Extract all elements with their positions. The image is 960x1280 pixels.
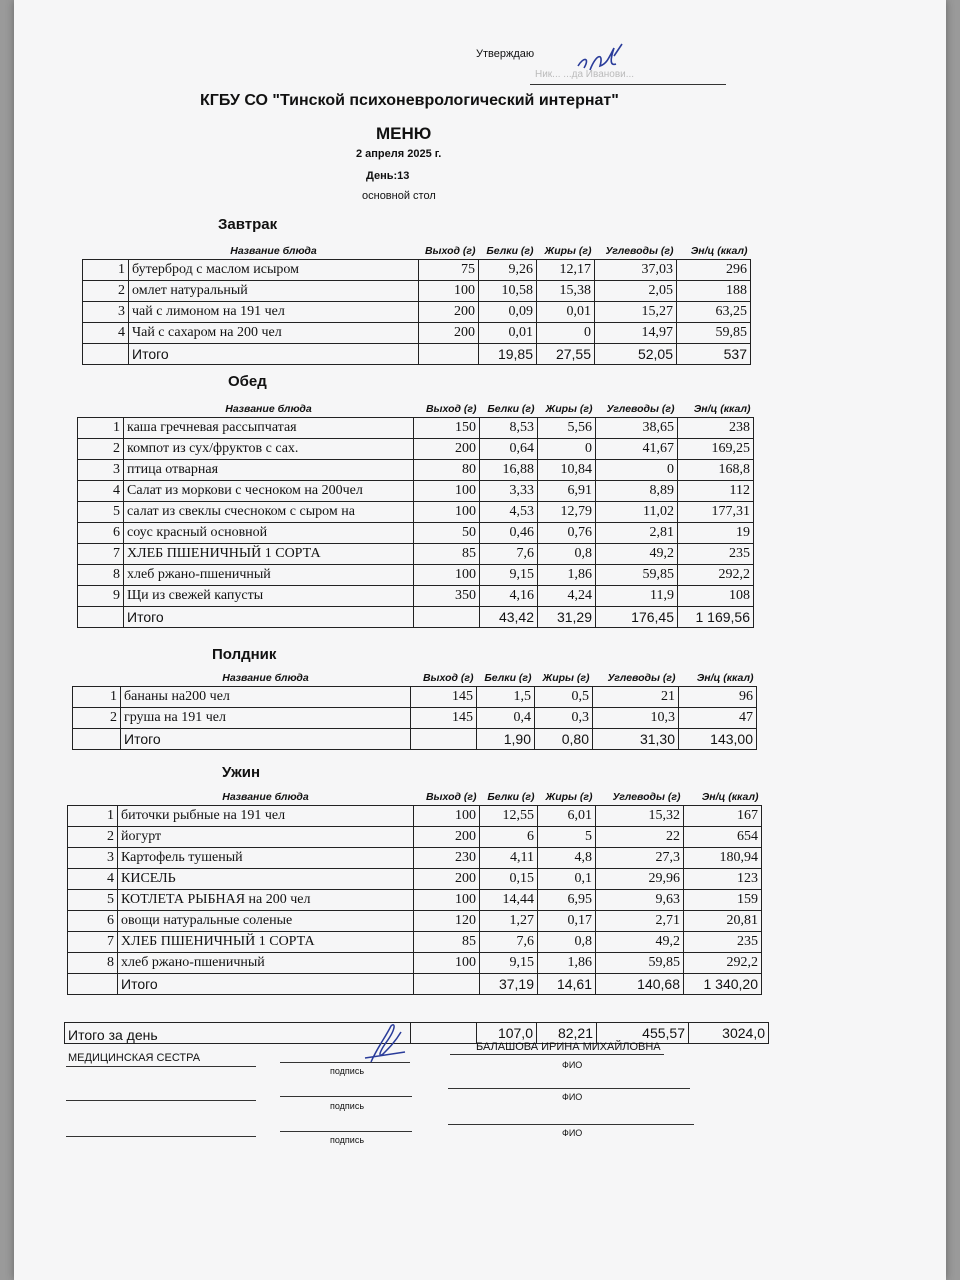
row-number: 1 [68, 806, 118, 827]
dish-fat: 0,5 [535, 687, 593, 708]
table-row [83, 260, 751, 281]
table-row [78, 460, 754, 481]
dish-fat: 0,1 [538, 869, 596, 890]
col-fat-header: Жиры (г) [545, 403, 593, 415]
col-yield-header: Выход (г) [425, 403, 477, 415]
dish-yield: 230 [414, 848, 480, 869]
dish-name: омлет натуральный [129, 281, 419, 302]
dish-fat: 15,38 [537, 281, 595, 302]
table-row [83, 323, 751, 344]
dish-energy: 47 [679, 708, 757, 729]
signature-caption-3: подпись [330, 1135, 365, 1145]
dish-yield: 145 [411, 708, 477, 729]
total-protein: 19,85 [479, 344, 537, 365]
dish-carbs: 11,02 [596, 502, 678, 523]
dish-carbs: 15,32 [596, 806, 684, 827]
row-number: 2 [73, 708, 121, 729]
table-row [78, 565, 754, 586]
row-number: 1 [83, 260, 129, 281]
dish-energy: 654 [684, 827, 762, 848]
dish-fat: 4,8 [538, 848, 596, 869]
dish-name: овощи натуральные соленые [118, 911, 414, 932]
dish-yield: 100 [419, 281, 479, 302]
table-dinner [67, 789, 762, 995]
dish-fat: 0 [538, 439, 596, 460]
dish-energy: 177,31 [678, 502, 754, 523]
dish-fat: 5 [538, 827, 596, 848]
dish-fat: 0,3 [535, 708, 593, 729]
total-row [68, 974, 762, 995]
table-row [68, 932, 762, 953]
row-number: 3 [83, 302, 129, 323]
row-number: 7 [78, 544, 124, 565]
total-fat: 27,55 [537, 344, 595, 365]
dish-energy: 59,85 [677, 323, 751, 344]
row-number: 2 [68, 827, 118, 848]
table-row [68, 890, 762, 911]
menu-date: 2 апреля 2025 г. [356, 148, 442, 160]
dish-protein: 12,55 [480, 806, 538, 827]
row-number: 8 [68, 953, 118, 974]
menu-title: МЕНЮ [376, 124, 432, 143]
dish-fat: 4,24 [538, 586, 596, 607]
table-day-total [64, 1022, 769, 1044]
nurse-full-name: БАЛАШОВА ИРИНА МИХАЙЛОВНА [476, 1041, 661, 1053]
table-row [68, 911, 762, 932]
dish-carbs: 49,2 [596, 544, 678, 565]
dish-fat: 5,56 [538, 418, 596, 439]
day-total-label: Итого за день [65, 1023, 411, 1044]
dish-energy: 292,2 [678, 565, 754, 586]
nurse-role-label: МЕДИЦИНСКАЯ СЕСТРА [68, 1052, 201, 1064]
row-number: 4 [68, 869, 118, 890]
total-label: Итого [129, 344, 419, 365]
dish-protein: 0,01 [479, 323, 537, 344]
total-row [73, 729, 757, 750]
dish-energy: 168,8 [678, 460, 754, 481]
signature-caption-1: подпись [330, 1066, 365, 1076]
col-name-header: Название блюда [222, 672, 309, 684]
dish-yield: 200 [419, 302, 479, 323]
dish-fat: 12,17 [537, 260, 595, 281]
table-kind: основной стол [362, 190, 436, 202]
total-fat: 14,61 [538, 974, 596, 995]
dish-name: Чай с сахаром на 200 чел [129, 323, 419, 344]
menu-day: День:13 [366, 170, 410, 182]
table-lunch [77, 401, 754, 628]
dish-carbs: 14,97 [595, 323, 677, 344]
dish-yield: 75 [419, 260, 479, 281]
total-carbs: 52,05 [595, 344, 677, 365]
row-number: 5 [78, 502, 124, 523]
dish-fat: 0,8 [538, 544, 596, 565]
row-number: 5 [68, 890, 118, 911]
table-row [78, 586, 754, 607]
col-protein-header: Белки (г) [487, 403, 535, 415]
dish-protein: 6 [480, 827, 538, 848]
section-title-breakfast: Завтрак [218, 216, 278, 233]
dish-energy: 235 [684, 932, 762, 953]
col-carbs-header: Углеводы (г) [607, 672, 676, 684]
total-energy: 537 [677, 344, 751, 365]
col-name-header: Название блюда [222, 791, 309, 803]
row-number: 1 [78, 418, 124, 439]
dish-protein: 1,27 [480, 911, 538, 932]
name-line-1 [450, 1054, 664, 1055]
row-number: 3 [78, 460, 124, 481]
dish-energy: 238 [678, 418, 754, 439]
approve-line [530, 84, 726, 85]
dish-protein: 4,11 [480, 848, 538, 869]
col-energy-header: Эн/ц (ккал) [690, 245, 748, 257]
total-label: Итого [124, 607, 414, 628]
total-fat: 0,80 [535, 729, 593, 750]
dish-energy: 112 [678, 481, 754, 502]
dish-name: каша гречневая рассыпчатая [124, 418, 414, 439]
total-energy: 143,00 [679, 729, 757, 750]
dish-energy: 292,2 [684, 953, 762, 974]
dish-fat: 0,17 [538, 911, 596, 932]
dish-protein: 10,58 [479, 281, 537, 302]
col-fat-header: Жиры (г) [544, 245, 592, 257]
table-row [78, 418, 754, 439]
day-total-fat: 82,21 [537, 1023, 597, 1044]
row-number: 6 [78, 523, 124, 544]
dish-fat: 10,84 [538, 460, 596, 481]
fio-caption-2: ФИО [562, 1092, 583, 1102]
dish-yield: 85 [414, 932, 480, 953]
total-carbs: 140,68 [596, 974, 684, 995]
table-row [78, 523, 754, 544]
nurse-signature [355, 1018, 415, 1070]
dish-fat: 0,01 [537, 302, 595, 323]
table-header-row [73, 670, 757, 687]
row-number: 1 [73, 687, 121, 708]
table-row [78, 439, 754, 460]
dish-yield: 100 [414, 953, 480, 974]
row-number: 6 [68, 911, 118, 932]
approver-name: Ник... ...да Иванови... [535, 69, 635, 80]
col-yield-header: Выход (г) [422, 672, 474, 684]
table-row [73, 708, 757, 729]
row-number: 7 [68, 932, 118, 953]
dish-fat: 6,95 [538, 890, 596, 911]
dish-carbs: 27,3 [596, 848, 684, 869]
dish-yield: 100 [414, 890, 480, 911]
table-row [78, 481, 754, 502]
dish-carbs: 29,96 [596, 869, 684, 890]
table-row [68, 953, 762, 974]
fio-caption-3: ФИО [562, 1128, 583, 1138]
col-name-header: Название блюда [230, 245, 317, 257]
dish-yield: 50 [414, 523, 480, 544]
total-energy: 1 340,20 [684, 974, 762, 995]
day-total-protein: 107,0 [477, 1023, 537, 1044]
signature-caption-2: подпись [330, 1101, 365, 1111]
dish-yield: 85 [414, 544, 480, 565]
organization-title: КГБУ СО "Тинской психоневрологический интернат" [200, 92, 619, 109]
role-line-3 [66, 1136, 256, 1137]
dish-yield: 100 [414, 481, 480, 502]
col-energy-header: Эн/ц (ккал) [693, 403, 751, 415]
col-carbs-header: Углеводы (г) [606, 403, 675, 415]
dish-carbs: 0 [596, 460, 678, 481]
name-line-3 [448, 1124, 694, 1125]
dish-carbs: 11,9 [596, 586, 678, 607]
total-energy: 1 169,56 [678, 607, 754, 628]
dish-fat: 1,86 [538, 953, 596, 974]
col-yield-header: Выход (г) [425, 791, 477, 803]
dish-fat: 0,8 [538, 932, 596, 953]
signature-line-3 [280, 1131, 412, 1132]
dish-yield: 200 [419, 323, 479, 344]
dish-carbs: 8,89 [596, 481, 678, 502]
dish-protein: 9,15 [480, 565, 538, 586]
dish-carbs: 2,05 [595, 281, 677, 302]
row-number: 2 [83, 281, 129, 302]
dish-yield: 100 [414, 806, 480, 827]
section-title-snack: Полдник [212, 646, 277, 663]
dish-protein: 8,53 [480, 418, 538, 439]
col-energy-header: Эн/ц (ккал) [696, 672, 754, 684]
table-snack [72, 670, 757, 750]
col-name-header: Название блюда [225, 403, 312, 415]
dish-carbs: 21 [593, 687, 679, 708]
dish-protein: 9,15 [480, 953, 538, 974]
role-line-2 [66, 1100, 256, 1101]
dish-yield: 200 [414, 827, 480, 848]
dish-carbs: 2,71 [596, 911, 684, 932]
dish-name: соус красный основной [124, 523, 414, 544]
table-row [68, 806, 762, 827]
dish-yield: 100 [414, 502, 480, 523]
table-row [83, 302, 751, 323]
dish-yield: 145 [411, 687, 477, 708]
dish-name: КОТЛЕТА РЫБНАЯ на 200 чел [118, 890, 414, 911]
table-row [83, 281, 751, 302]
dish-yield: 150 [414, 418, 480, 439]
dish-carbs: 2,81 [596, 523, 678, 544]
table-row [68, 869, 762, 890]
dish-fat: 1,86 [538, 565, 596, 586]
table-header-row [83, 243, 751, 260]
dish-protein: 0,4 [477, 708, 535, 729]
total-protein: 37,19 [480, 974, 538, 995]
dish-protein: 3,33 [480, 481, 538, 502]
dish-protein: 16,88 [480, 460, 538, 481]
col-fat-header: Жиры (г) [545, 791, 593, 803]
dish-protein: 9,26 [479, 260, 537, 281]
total-label: Итого [121, 729, 411, 750]
dish-energy: 20,81 [684, 911, 762, 932]
dish-carbs: 22 [596, 827, 684, 848]
row-number: 9 [78, 586, 124, 607]
dish-energy: 108 [678, 586, 754, 607]
role-line-1 [66, 1066, 256, 1067]
dish-protein: 0,46 [480, 523, 538, 544]
dish-carbs: 38,65 [596, 418, 678, 439]
dish-energy: 235 [678, 544, 754, 565]
col-protein-header: Белки (г) [487, 791, 535, 803]
dish-energy: 19 [678, 523, 754, 544]
section-title-lunch: Обед [228, 373, 267, 390]
dish-protein: 14,44 [480, 890, 538, 911]
dish-name: Щи из свежей капусты [124, 586, 414, 607]
dish-name: салат из свеклы счесноком с сыром на [124, 502, 414, 523]
total-carbs: 176,45 [596, 607, 678, 628]
dish-name: ХЛЕБ ПШЕНИЧНЫЙ 1 СОРТА [118, 932, 414, 953]
dish-name: компот из сух/фруктов с сах. [124, 439, 414, 460]
dish-protein: 0,64 [480, 439, 538, 460]
table-row [78, 544, 754, 565]
table-row [68, 848, 762, 869]
dish-name: Салат из моркови с чесноком на 200чел [124, 481, 414, 502]
row-number: 4 [78, 481, 124, 502]
dish-name: Картофель тушеный [118, 848, 414, 869]
table-row [73, 687, 757, 708]
dish-energy: 296 [677, 260, 751, 281]
dish-fat: 12,79 [538, 502, 596, 523]
total-carbs: 31,30 [593, 729, 679, 750]
day-total-carbs: 455,57 [597, 1023, 689, 1044]
table-row [68, 827, 762, 848]
dish-protein: 4,53 [480, 502, 538, 523]
dish-yield: 350 [414, 586, 480, 607]
dish-protein: 7,6 [480, 932, 538, 953]
signature-line-2 [280, 1096, 412, 1097]
dish-carbs: 59,85 [596, 953, 684, 974]
day-total-row [65, 1023, 769, 1044]
row-number: 4 [83, 323, 129, 344]
dish-name: йогурт [118, 827, 414, 848]
table-row [78, 502, 754, 523]
dish-fat: 6,91 [538, 481, 596, 502]
fio-caption-1: ФИО [562, 1060, 583, 1070]
dish-energy: 159 [684, 890, 762, 911]
dish-carbs: 59,85 [596, 565, 678, 586]
dish-protein: 4,16 [480, 586, 538, 607]
dish-protein: 0,09 [479, 302, 537, 323]
approve-label: Утверждаю [476, 48, 535, 60]
col-fat-header: Жиры (г) [542, 672, 590, 684]
dish-name: груша на 191 чел [121, 708, 411, 729]
dish-carbs: 9,63 [596, 890, 684, 911]
dish-protein: 7,6 [480, 544, 538, 565]
dish-name: бутерброд с маслом исыром [129, 260, 419, 281]
dish-carbs: 49,2 [596, 932, 684, 953]
dish-name: хлеб ржано-пшеничный [118, 953, 414, 974]
col-carbs-header: Углеводы (г) [612, 791, 681, 803]
dish-fat: 0,76 [538, 523, 596, 544]
total-row [83, 344, 751, 365]
dish-name: птица отварная [124, 460, 414, 481]
table-header-row [78, 401, 754, 418]
dish-yield: 200 [414, 869, 480, 890]
dish-name: биточки рыбные на 191 чел [118, 806, 414, 827]
dish-energy: 167 [684, 806, 762, 827]
col-protein-header: Белки (г) [484, 672, 532, 684]
dish-protein: 1,5 [477, 687, 535, 708]
day-total-energy: 3024,0 [689, 1023, 769, 1044]
dish-name: ХЛЕБ ПШЕНИЧНЫЙ 1 СОРТА [124, 544, 414, 565]
approver-signature [570, 36, 630, 82]
total-protein: 43,42 [480, 607, 538, 628]
dish-yield: 200 [414, 439, 480, 460]
total-row [78, 607, 754, 628]
dish-name: бананы на200 чел [121, 687, 411, 708]
dish-energy: 180,94 [684, 848, 762, 869]
dish-name: чай с лимоном на 191 чел [129, 302, 419, 323]
row-number: 8 [78, 565, 124, 586]
row-number: 2 [78, 439, 124, 460]
col-yield-header: Выход (г) [424, 245, 476, 257]
dish-energy: 169,25 [678, 439, 754, 460]
dish-yield: 120 [414, 911, 480, 932]
total-protein: 1,90 [477, 729, 535, 750]
dish-energy: 123 [684, 869, 762, 890]
dish-yield: 100 [414, 565, 480, 586]
total-label: Итого [118, 974, 414, 995]
name-line-2 [448, 1088, 690, 1089]
dish-energy: 188 [677, 281, 751, 302]
dish-carbs: 15,27 [595, 302, 677, 323]
dish-carbs: 10,3 [593, 708, 679, 729]
dish-fat: 0 [537, 323, 595, 344]
table-breakfast [82, 243, 751, 365]
dish-energy: 96 [679, 687, 757, 708]
row-number: 3 [68, 848, 118, 869]
dish-yield: 80 [414, 460, 480, 481]
dish-energy: 63,25 [677, 302, 751, 323]
dish-carbs: 37,03 [595, 260, 677, 281]
total-fat: 31,29 [538, 607, 596, 628]
col-energy-header: Эн/ц (ккал) [701, 791, 759, 803]
dish-name: хлеб ржано-пшеничный [124, 565, 414, 586]
dish-protein: 0,15 [480, 869, 538, 890]
col-carbs-header: Углеводы (г) [605, 245, 674, 257]
col-protein-header: Белки (г) [486, 245, 534, 257]
dish-fat: 6,01 [538, 806, 596, 827]
section-title-dinner: Ужин [222, 764, 261, 781]
dish-name: КИСЕЛЬ [118, 869, 414, 890]
dish-carbs: 41,67 [596, 439, 678, 460]
table-header-row [68, 789, 762, 806]
